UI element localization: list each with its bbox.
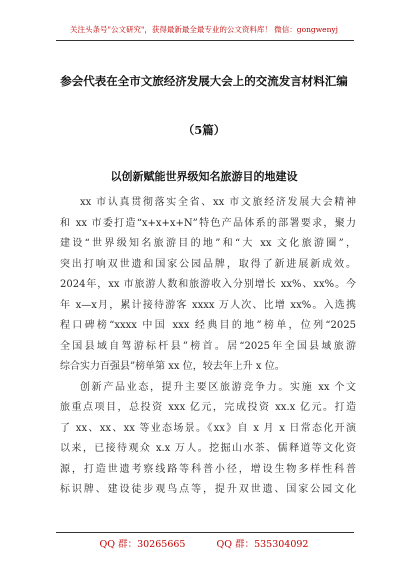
body-line: 标识牌、建设徒步观鸟点等，提升双世遗、国家公园文化 xyxy=(60,484,356,495)
header-divider xyxy=(56,40,354,41)
body-line: 创新产品业态，提升主要区旅游竞争力。实施 xx 个文 xyxy=(80,381,356,393)
body-line: 旅重点项目，总投资 xxx 亿元，完成投资 xx.x 亿元。打造 xyxy=(60,402,356,413)
body-line: 突出打响双世遗和国家公园品牌，取得了新进展新成效。 xyxy=(60,258,356,270)
body-line: 了 xx、xx、xx 等业态场景。《xx》自 x 月 x 日常态化开演 xyxy=(60,422,356,434)
body-text xyxy=(60,193,356,501)
body-line: 源，打造世遗考察线路等科普小径，增设生物多样性科普 xyxy=(60,463,356,475)
body-line: 程口碑榜“xxxx 中国 xxx 经典目的地”榜单，位列“2025 xyxy=(60,320,356,331)
body-line: 综合实力百强县”榜单第 xx 位，较去年上升 x 位。 xyxy=(60,361,285,372)
header-watermark-note: 关注头条号"公文研究"，获得最新最全最专业的公文资料库！ 微信：gongwenyj xyxy=(70,25,338,34)
body-line: 建设“世界级知名旅游目的地”和“大 xx 文化旅游圈”， xyxy=(60,238,356,249)
body-line: 和 xx 市委打造“x+x+x+N”特色产品体系的部署要求，聚力 xyxy=(60,217,356,229)
body-line: 以来，已接待观众 x.x 万人。挖掘山水茶、儒释道等文化资 xyxy=(60,443,356,454)
footer-contact xyxy=(0,536,408,550)
body-line: 全国县域自驾游标杆县”榜首。居“2025年全国县域旅游 xyxy=(60,340,356,352)
body-line: 年 x—x月，累计接待游客 xxxx 万人次、比增 xx%。入选携 xyxy=(60,299,356,311)
qq-group-2: QQ 群：535304092 xyxy=(216,539,309,550)
body-line: 2024年，xx 市旅游人数和旅游收入分别增长 xx%、xx%。今 xyxy=(60,279,356,290)
document-title: 参会代表在全市文旅经济发展大会上的交流发言材料汇编 xyxy=(60,74,348,88)
body-line: xx 市认真贯彻落实全省、xx 市文旅经济发展大会精神 xyxy=(80,197,356,208)
footer-divider xyxy=(56,532,354,533)
piece-count: （5篇） xyxy=(182,123,226,137)
qq-group-1: QQ 群：30265665 xyxy=(99,539,186,550)
section-title: 以创新赋能世界级知名旅游目的地建设 xyxy=(110,170,298,183)
